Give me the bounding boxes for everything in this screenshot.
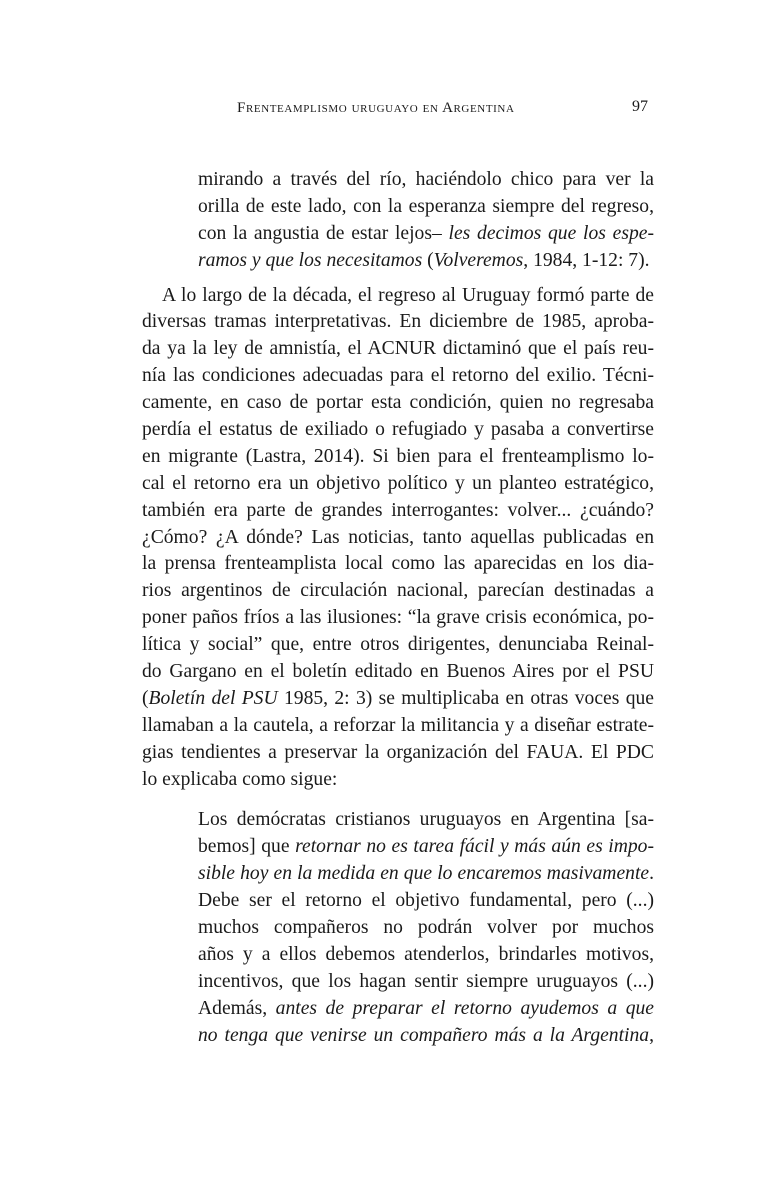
block-quote-top bbox=[198, 167, 654, 275]
text-line bbox=[198, 942, 654, 969]
text-line bbox=[142, 498, 654, 525]
text-line bbox=[142, 309, 654, 336]
text-line bbox=[198, 194, 654, 221]
text-run: . bbox=[649, 863, 654, 885]
text-run: rios argentinos de circulación nacional, parecían destinadas a bbox=[142, 580, 654, 602]
text-line bbox=[142, 363, 654, 390]
text-line bbox=[142, 417, 654, 444]
text-line bbox=[198, 221, 654, 248]
text-line bbox=[198, 248, 654, 275]
italic-text: retornar no es tarea fácil y más aún es impo- bbox=[295, 836, 654, 858]
running-title: Frenteamplismo uruguayo en Argentina bbox=[237, 100, 515, 116]
text-run: ¿Cómo? ¿A dónde? Las noticias, tanto aquellas publicadas en bbox=[142, 526, 654, 548]
text-run: lítica y social” que, entre otros dirigentes, denunciaba Reinal- bbox=[142, 634, 654, 656]
text-line bbox=[142, 336, 654, 363]
text-line bbox=[142, 659, 654, 686]
text-line bbox=[198, 1023, 654, 1050]
text-run: , 1984, 1-12: 7). bbox=[523, 249, 650, 271]
text-run: perdía el estatus de exiliado o refugiado y pasaba a convertirse bbox=[142, 419, 654, 441]
text-line bbox=[198, 807, 654, 834]
text-run: nía las condiciones adecuadas para el retorno del exilio. Técni- bbox=[142, 365, 654, 387]
text-line bbox=[198, 915, 654, 942]
text-run: orilla de este lado, con la esperanza siempre del regreso, bbox=[198, 195, 654, 217]
text-line bbox=[142, 578, 654, 605]
text-run: Además, bbox=[198, 997, 276, 1019]
text-run: 1985, 2: 3) se multiplicaba en otras voces que bbox=[277, 687, 654, 709]
text-line bbox=[142, 390, 654, 417]
text-line bbox=[142, 713, 654, 740]
italic-text: ramos y que los necesitamos bbox=[198, 249, 423, 271]
text-line bbox=[142, 525, 654, 552]
text-line bbox=[142, 551, 654, 578]
page-body bbox=[142, 167, 654, 1050]
text-run: poner paños fríos a las ilusiones: “la grave crisis económica, po- bbox=[142, 607, 654, 629]
text-line bbox=[142, 471, 654, 498]
running-header bbox=[0, 100, 765, 122]
text-run: con la angustia de estar lejos– bbox=[198, 222, 449, 244]
text-run: diversas tramas interpretativas. En diciembre de 1985, aproba- bbox=[142, 311, 654, 333]
text-line bbox=[142, 740, 654, 767]
text-line bbox=[142, 686, 654, 713]
text-run: la prensa frenteamplista local como las aparecidas en los dia- bbox=[142, 553, 654, 575]
italic-text: no tenga que venirse un compañero más a la Argentina bbox=[198, 1024, 650, 1046]
text-run: camente, en caso de portar esta condición, quien no regresaba bbox=[142, 392, 654, 414]
text-run: Debe ser el retorno el objetivo fundamental, pero (...) bbox=[198, 890, 654, 912]
text-line bbox=[142, 605, 654, 632]
text-run: mirando a través del río, haciéndolo chico para ver la bbox=[198, 169, 654, 190]
text-run: ( bbox=[142, 687, 149, 709]
text-run: muchos compañeros no podrán volver por muchos bbox=[198, 917, 654, 939]
text-run: incentivos, que los hagan sentir siempre uruguayos (...) bbox=[198, 970, 654, 992]
text-run: ( bbox=[422, 249, 434, 271]
text-line bbox=[142, 767, 654, 794]
text-run: gias tendientes a preservar la organización del FAUA. El PDC bbox=[142, 741, 654, 763]
text-run: A lo largo de la década, el regreso al Uruguay formó parte de bbox=[162, 284, 654, 306]
body-paragraph bbox=[142, 283, 654, 794]
text-line bbox=[198, 969, 654, 996]
text-run: , bbox=[649, 1024, 654, 1046]
text-run: Los demócratas cristianos uruguayos en Argentina [sa- bbox=[198, 809, 654, 831]
text-line bbox=[198, 834, 654, 861]
block-quote-bottom bbox=[198, 807, 654, 1049]
text-run: do Gargano en el boletín editado en Buenos Aires por el PSU bbox=[142, 661, 654, 683]
text-line bbox=[142, 283, 654, 310]
text-line bbox=[142, 444, 654, 471]
text-run: bemos] que bbox=[198, 836, 296, 858]
text-line bbox=[198, 996, 654, 1023]
text-run: cal el retorno era un objetivo político y un planteo estratégico, bbox=[142, 472, 654, 494]
text-line bbox=[142, 632, 654, 659]
text-run: llamaban a la cautela, a reforzar la militancia y a diseñar estrate- bbox=[142, 714, 654, 736]
text-run: da ya la ley de amnistía, el ACNUR dictaminó que el país reu- bbox=[142, 338, 654, 360]
italic-text: Boletín del PSU bbox=[148, 687, 278, 709]
text-run: en migrante (Lastra, 2014). Si bien para el frenteamplismo lo- bbox=[142, 445, 654, 467]
italic-text: les decimos que los espe- bbox=[448, 222, 655, 244]
italic-text: sible hoy en la medida en que lo encaremos masivamente bbox=[198, 863, 650, 885]
text-line bbox=[198, 861, 654, 888]
text-line bbox=[198, 167, 654, 194]
text-run: lo explicaba como sigue: bbox=[142, 768, 338, 790]
text-run: años y a ellos debemos atenderlos, brindarles motivos, bbox=[198, 943, 654, 965]
page-number: 97 bbox=[632, 98, 648, 115]
text-run: también era parte de grandes interrogantes: volver... ¿cuándo? bbox=[142, 499, 654, 521]
italic-text: Volveremos bbox=[433, 249, 524, 271]
italic-text: antes de preparar el retorno ayudemos a que bbox=[275, 997, 654, 1019]
text-line bbox=[198, 888, 654, 915]
